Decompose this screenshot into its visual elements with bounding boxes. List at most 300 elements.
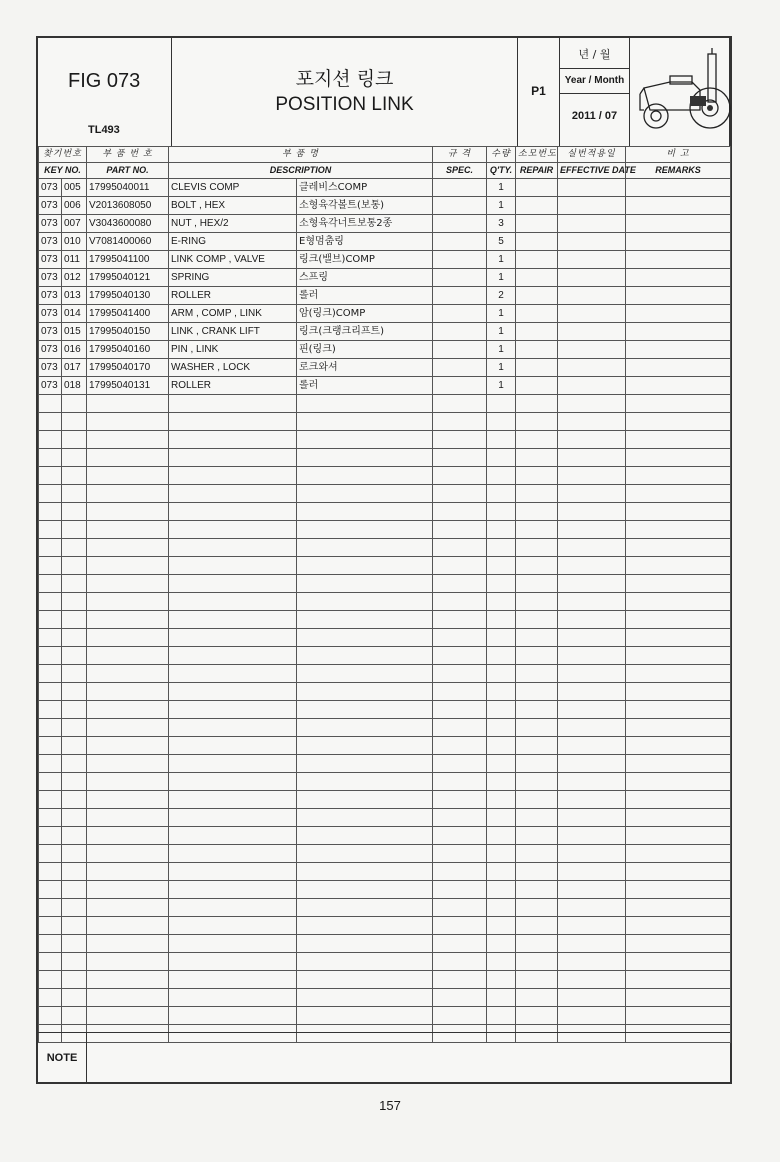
spec-cell bbox=[433, 323, 487, 341]
description-korean-cell bbox=[297, 1007, 433, 1025]
part-number-cell: V7081400060 bbox=[87, 233, 169, 251]
effective-date-cell bbox=[558, 971, 626, 989]
remarks-cell bbox=[626, 719, 731, 737]
repair-cell bbox=[516, 431, 558, 449]
description-english-cell bbox=[169, 557, 297, 575]
quantity-cell: 1 bbox=[487, 341, 516, 359]
part-number-cell bbox=[87, 971, 169, 989]
key-number-cell bbox=[62, 935, 87, 953]
part-number-cell bbox=[87, 917, 169, 935]
empty-table-row bbox=[39, 593, 731, 611]
description-korean-cell bbox=[297, 863, 433, 881]
effective-date-cell bbox=[558, 197, 626, 215]
fig-number-cell bbox=[39, 575, 62, 593]
description-english-cell bbox=[169, 683, 297, 701]
spec-cell bbox=[433, 935, 487, 953]
remarks-cell bbox=[626, 197, 731, 215]
effective-date-cell bbox=[558, 611, 626, 629]
description-korean-cell bbox=[297, 503, 433, 521]
effective-date-cell bbox=[558, 575, 626, 593]
part-number-cell bbox=[87, 701, 169, 719]
remarks-cell bbox=[626, 611, 731, 629]
repair-cell bbox=[516, 845, 558, 863]
fig-number-cell bbox=[39, 701, 62, 719]
empty-table-row bbox=[39, 485, 731, 503]
part-number-cell bbox=[87, 827, 169, 845]
spec-cell bbox=[433, 989, 487, 1007]
col-key-ko: 찾기번호 bbox=[39, 147, 87, 163]
description-english-cell bbox=[169, 917, 297, 935]
description-english-cell bbox=[169, 899, 297, 917]
spec-cell bbox=[433, 629, 487, 647]
fig-number-cell bbox=[39, 845, 62, 863]
repair-cell bbox=[516, 215, 558, 233]
quantity-cell: 1 bbox=[487, 305, 516, 323]
key-number-cell bbox=[62, 629, 87, 647]
part-number-cell bbox=[87, 521, 169, 539]
quantity-cell: 1 bbox=[487, 269, 516, 287]
part-number-cell bbox=[87, 485, 169, 503]
remarks-cell bbox=[626, 953, 731, 971]
remarks-cell bbox=[626, 683, 731, 701]
description-english-cell: E-RING bbox=[169, 233, 297, 251]
key-number-cell: 014 bbox=[62, 305, 87, 323]
effective-date-cell bbox=[558, 683, 626, 701]
repair-cell bbox=[516, 899, 558, 917]
remarks-cell bbox=[626, 701, 731, 719]
part-number-cell bbox=[87, 773, 169, 791]
part-number-cell: 17995040160 bbox=[87, 341, 169, 359]
key-number-cell: 017 bbox=[62, 359, 87, 377]
quantity-cell bbox=[487, 899, 516, 917]
fig-number-cell: 073 bbox=[39, 341, 62, 359]
part-number-cell bbox=[87, 557, 169, 575]
spec-cell bbox=[433, 359, 487, 377]
repair-cell bbox=[516, 719, 558, 737]
spec-cell bbox=[433, 647, 487, 665]
empty-table-row bbox=[39, 503, 731, 521]
fig-number-cell bbox=[39, 503, 62, 521]
remarks-cell bbox=[626, 809, 731, 827]
table-row bbox=[39, 359, 731, 377]
fig-number-cell bbox=[39, 737, 62, 755]
table-row bbox=[39, 197, 731, 215]
spec-cell bbox=[433, 377, 487, 395]
key-number-cell bbox=[62, 395, 87, 413]
col-spec-ko: 규 격 bbox=[433, 147, 487, 163]
note-area bbox=[38, 1032, 730, 1083]
effective-date-cell bbox=[558, 773, 626, 791]
key-number-cell bbox=[62, 683, 87, 701]
fig-number-cell bbox=[39, 881, 62, 899]
remarks-cell bbox=[626, 467, 731, 485]
remarks-cell bbox=[626, 179, 731, 197]
effective-date-cell bbox=[558, 935, 626, 953]
fig-number-cell: 073 bbox=[39, 377, 62, 395]
effective-date-cell bbox=[558, 413, 626, 431]
table-row bbox=[39, 233, 731, 251]
remarks-cell bbox=[626, 773, 731, 791]
repair-cell bbox=[516, 935, 558, 953]
description-korean-cell bbox=[297, 629, 433, 647]
spec-cell bbox=[433, 899, 487, 917]
repair-cell bbox=[516, 827, 558, 845]
key-number-cell bbox=[62, 953, 87, 971]
fig-number-cell bbox=[39, 863, 62, 881]
repair-cell bbox=[516, 791, 558, 809]
quantity-cell: 1 bbox=[487, 377, 516, 395]
description-korean-cell bbox=[297, 917, 433, 935]
key-number-cell: 018 bbox=[62, 377, 87, 395]
description-korean-cell: 로크와셔 bbox=[297, 359, 433, 377]
description-english-cell bbox=[169, 827, 297, 845]
key-number-cell: 012 bbox=[62, 269, 87, 287]
note-label: NOTE bbox=[38, 1033, 87, 1083]
quantity-cell bbox=[487, 485, 516, 503]
remarks-cell bbox=[626, 269, 731, 287]
remarks-cell bbox=[626, 233, 731, 251]
key-number-cell bbox=[62, 449, 87, 467]
part-number-cell bbox=[87, 791, 169, 809]
description-english-cell bbox=[169, 737, 297, 755]
remarks-cell bbox=[626, 395, 731, 413]
repair-cell bbox=[516, 755, 558, 773]
empty-table-row bbox=[39, 557, 731, 575]
model-code: TL493 bbox=[88, 124, 120, 136]
effective-date-cell bbox=[558, 647, 626, 665]
spec-cell bbox=[433, 521, 487, 539]
description-korean-cell bbox=[297, 413, 433, 431]
description-english-cell bbox=[169, 395, 297, 413]
spec-cell bbox=[433, 881, 487, 899]
description-english-cell bbox=[169, 539, 297, 557]
title-english: POSITION LINK bbox=[275, 94, 414, 115]
repair-cell bbox=[516, 305, 558, 323]
description-korean-cell bbox=[297, 719, 433, 737]
empty-table-row bbox=[39, 539, 731, 557]
key-number-cell bbox=[62, 701, 87, 719]
quantity-cell: 1 bbox=[487, 251, 516, 269]
description-english-cell bbox=[169, 413, 297, 431]
effective-date-cell bbox=[558, 899, 626, 917]
col-repair-en: REPAIR bbox=[516, 163, 558, 179]
quantity-cell bbox=[487, 503, 516, 521]
col-remarks-ko: 비 고 bbox=[626, 147, 731, 163]
spec-cell bbox=[433, 575, 487, 593]
remarks-cell bbox=[626, 323, 731, 341]
quantity-cell bbox=[487, 989, 516, 1007]
part-number-cell bbox=[87, 611, 169, 629]
quantity-cell: 1 bbox=[487, 197, 516, 215]
fig-number-cell bbox=[39, 485, 62, 503]
quantity-cell bbox=[487, 755, 516, 773]
effective-date-cell bbox=[558, 287, 626, 305]
repair-cell bbox=[516, 1007, 558, 1025]
empty-table-row bbox=[39, 989, 731, 1007]
remarks-cell bbox=[626, 863, 731, 881]
title-korean: 포지션 링크 bbox=[295, 68, 394, 90]
quantity-cell bbox=[487, 521, 516, 539]
effective-date-cell bbox=[558, 953, 626, 971]
remarks-cell bbox=[626, 665, 731, 683]
repair-cell bbox=[516, 359, 558, 377]
description-korean-cell: 스프링 bbox=[297, 269, 433, 287]
description-korean-cell: 암(링크)COMP bbox=[297, 305, 433, 323]
description-english-cell: ROLLER bbox=[169, 287, 297, 305]
description-english-cell bbox=[169, 953, 297, 971]
empty-table-row bbox=[39, 863, 731, 881]
quantity-cell: 2 bbox=[487, 287, 516, 305]
spec-cell bbox=[433, 737, 487, 755]
part-number-cell bbox=[87, 989, 169, 1007]
part-number-cell: V3043600080 bbox=[87, 215, 169, 233]
effective-date-cell bbox=[558, 269, 626, 287]
description-korean-cell bbox=[297, 737, 433, 755]
spec-cell bbox=[433, 683, 487, 701]
remarks-cell bbox=[626, 737, 731, 755]
repair-cell bbox=[516, 665, 558, 683]
spec-cell bbox=[433, 197, 487, 215]
part-number-cell bbox=[87, 845, 169, 863]
table-row bbox=[39, 269, 731, 287]
key-number-cell bbox=[62, 863, 87, 881]
spec-cell bbox=[433, 593, 487, 611]
repair-cell bbox=[516, 395, 558, 413]
part-number-cell bbox=[87, 467, 169, 485]
description-english-cell bbox=[169, 773, 297, 791]
description-korean-cell bbox=[297, 485, 433, 503]
repair-cell bbox=[516, 989, 558, 1007]
col-remarks-en: REMARKS bbox=[626, 163, 731, 179]
empty-table-row bbox=[39, 737, 731, 755]
key-number-cell bbox=[62, 467, 87, 485]
col-date-ko: 실번적용일 bbox=[558, 147, 626, 163]
year-month-korean: 년 / 월 bbox=[578, 48, 611, 61]
spec-cell bbox=[433, 341, 487, 359]
key-number-cell bbox=[62, 917, 87, 935]
fig-number-cell: 073 bbox=[39, 269, 62, 287]
title-cell bbox=[172, 38, 518, 146]
empty-table-row bbox=[39, 467, 731, 485]
effective-date-cell bbox=[558, 557, 626, 575]
fig-number-cell: 073 bbox=[39, 233, 62, 251]
key-number-cell: 013 bbox=[62, 287, 87, 305]
fig-number-cell bbox=[39, 719, 62, 737]
fig-number-cell bbox=[39, 827, 62, 845]
empty-table-row bbox=[39, 449, 731, 467]
empty-table-row bbox=[39, 575, 731, 593]
remarks-cell bbox=[626, 251, 731, 269]
tractor-icon bbox=[630, 38, 728, 144]
page-code-cell bbox=[518, 38, 560, 146]
repair-cell bbox=[516, 413, 558, 431]
description-english-cell: SPRING bbox=[169, 269, 297, 287]
fig-number-cell bbox=[39, 431, 62, 449]
key-number-cell bbox=[62, 881, 87, 899]
repair-cell bbox=[516, 557, 558, 575]
effective-date-cell bbox=[558, 737, 626, 755]
description-korean-cell bbox=[297, 593, 433, 611]
description-english-cell bbox=[169, 935, 297, 953]
part-number-cell bbox=[87, 935, 169, 953]
empty-table-row bbox=[39, 521, 731, 539]
spec-cell bbox=[433, 1007, 487, 1025]
part-number-cell: 17995040130 bbox=[87, 287, 169, 305]
parts-sheet bbox=[36, 36, 732, 1084]
empty-table-row bbox=[39, 629, 731, 647]
part-number-cell bbox=[87, 431, 169, 449]
quantity-cell bbox=[487, 809, 516, 827]
key-number-cell: 005 bbox=[62, 179, 87, 197]
quantity-cell bbox=[487, 665, 516, 683]
spec-cell bbox=[433, 827, 487, 845]
description-korean-cell bbox=[297, 809, 433, 827]
empty-table-row bbox=[39, 719, 731, 737]
description-korean-cell: 핀(링크) bbox=[297, 341, 433, 359]
col-spec-en: SPEC. bbox=[433, 163, 487, 179]
description-english-cell bbox=[169, 431, 297, 449]
key-number-cell bbox=[62, 503, 87, 521]
empty-table-row bbox=[39, 647, 731, 665]
description-english-cell bbox=[169, 791, 297, 809]
repair-cell bbox=[516, 593, 558, 611]
repair-cell bbox=[516, 485, 558, 503]
remarks-cell bbox=[626, 485, 731, 503]
remarks-cell bbox=[626, 755, 731, 773]
key-number-cell: 007 bbox=[62, 215, 87, 233]
spec-cell bbox=[433, 917, 487, 935]
key-number-cell bbox=[62, 773, 87, 791]
effective-date-cell bbox=[558, 395, 626, 413]
spec-cell bbox=[433, 485, 487, 503]
remarks-cell bbox=[626, 557, 731, 575]
remarks-cell bbox=[626, 449, 731, 467]
part-number-cell: 17995040011 bbox=[87, 179, 169, 197]
part-number-cell: V2013608050 bbox=[87, 197, 169, 215]
table-row bbox=[39, 323, 731, 341]
effective-date-cell bbox=[558, 377, 626, 395]
quantity-cell bbox=[487, 773, 516, 791]
effective-date-cell bbox=[558, 431, 626, 449]
part-number-cell bbox=[87, 575, 169, 593]
description-english-cell bbox=[169, 845, 297, 863]
description-korean-cell bbox=[297, 647, 433, 665]
fig-number-cell bbox=[39, 1007, 62, 1025]
part-number-cell bbox=[87, 737, 169, 755]
quantity-cell: 5 bbox=[487, 233, 516, 251]
fig-number-cell bbox=[39, 809, 62, 827]
effective-date-cell bbox=[558, 791, 626, 809]
part-number-cell bbox=[87, 1007, 169, 1025]
repair-cell bbox=[516, 467, 558, 485]
description-english-cell bbox=[169, 647, 297, 665]
description-korean-cell bbox=[297, 989, 433, 1007]
remarks-cell bbox=[626, 377, 731, 395]
fig-number-cell bbox=[39, 935, 62, 953]
repair-cell bbox=[516, 773, 558, 791]
key-number-cell bbox=[62, 1007, 87, 1025]
effective-date-cell bbox=[558, 521, 626, 539]
description-english-cell bbox=[169, 863, 297, 881]
description-korean-cell bbox=[297, 755, 433, 773]
remarks-cell bbox=[626, 899, 731, 917]
col-key-en: KEY NO. bbox=[39, 163, 87, 179]
key-number-cell bbox=[62, 755, 87, 773]
description-korean-cell: E형멈춤링 bbox=[297, 233, 433, 251]
part-number-cell bbox=[87, 449, 169, 467]
effective-date-cell bbox=[558, 863, 626, 881]
description-english-cell bbox=[169, 971, 297, 989]
key-number-cell bbox=[62, 899, 87, 917]
repair-cell bbox=[516, 179, 558, 197]
quantity-cell bbox=[487, 557, 516, 575]
remarks-cell bbox=[626, 881, 731, 899]
repair-cell bbox=[516, 341, 558, 359]
quantity-cell bbox=[487, 611, 516, 629]
fig-number-cell bbox=[39, 899, 62, 917]
description-korean-cell bbox=[297, 935, 433, 953]
fig-number-cell: 073 bbox=[39, 215, 62, 233]
description-english-cell bbox=[169, 989, 297, 1007]
spec-cell bbox=[433, 845, 487, 863]
effective-date-cell bbox=[558, 341, 626, 359]
part-number-cell bbox=[87, 809, 169, 827]
description-korean-cell bbox=[297, 557, 433, 575]
col-qty-en: Q'TY. bbox=[487, 163, 516, 179]
effective-date-cell bbox=[558, 917, 626, 935]
issue-date: 2011 / 07 bbox=[571, 110, 618, 122]
year-month-english: Year / Month bbox=[560, 68, 629, 94]
description-korean-cell bbox=[297, 683, 433, 701]
effective-date-cell bbox=[558, 359, 626, 377]
col-repair-ko: 소모번도 bbox=[516, 147, 558, 163]
empty-table-row bbox=[39, 413, 731, 431]
table-row bbox=[39, 251, 731, 269]
effective-date-cell bbox=[558, 485, 626, 503]
part-number-cell bbox=[87, 665, 169, 683]
fig-number-cell: 073 bbox=[39, 197, 62, 215]
header-row-english bbox=[39, 163, 731, 179]
fig-number-cell bbox=[39, 395, 62, 413]
effective-date-cell bbox=[558, 827, 626, 845]
remarks-cell bbox=[626, 935, 731, 953]
remarks-cell bbox=[626, 305, 731, 323]
empty-table-row bbox=[39, 773, 731, 791]
spec-cell bbox=[433, 539, 487, 557]
fig-number-cell bbox=[39, 989, 62, 1007]
description-english-cell bbox=[169, 629, 297, 647]
quantity-cell bbox=[487, 683, 516, 701]
quantity-cell bbox=[487, 737, 516, 755]
empty-table-row bbox=[39, 845, 731, 863]
fig-number-cell bbox=[39, 665, 62, 683]
quantity-cell bbox=[487, 1007, 516, 1025]
effective-date-cell bbox=[558, 323, 626, 341]
fig-number-cell bbox=[39, 467, 62, 485]
part-number-cell bbox=[87, 647, 169, 665]
description-english-cell: WASHER , LOCK bbox=[169, 359, 297, 377]
key-number-cell bbox=[62, 989, 87, 1007]
fig-number-cell: 073 bbox=[39, 305, 62, 323]
description-english-cell: ROLLER bbox=[169, 377, 297, 395]
part-number-cell: 17995041400 bbox=[87, 305, 169, 323]
spec-cell bbox=[433, 179, 487, 197]
effective-date-cell bbox=[558, 701, 626, 719]
spec-cell bbox=[433, 809, 487, 827]
part-number-cell bbox=[87, 953, 169, 971]
empty-table-row bbox=[39, 917, 731, 935]
empty-table-row bbox=[39, 809, 731, 827]
